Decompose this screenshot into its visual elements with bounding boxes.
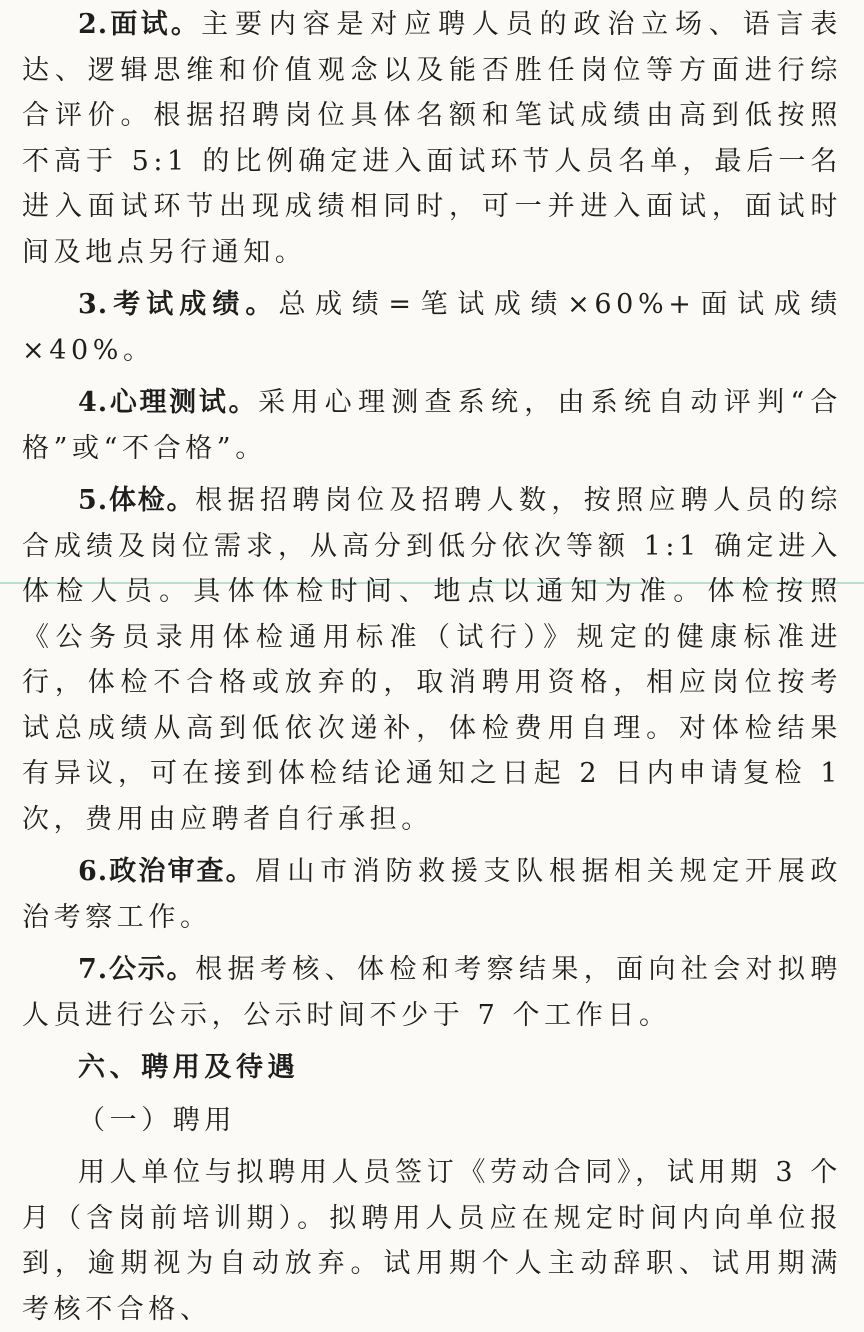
- paragraph-political-review: [0, 849, 864, 940]
- paragraph-text: 主要内容是对应聘人员的政治立场、语言表达、逻辑思维和价值观念以及能否胜任岗位等方面进行综合评价。根据招聘岗位具体名额和笔试成绩由高到低按照不高于 5:1 的比例确定进入面试环节人员名单，最后一名进入面试环节出现成绩相同时，可一并进入面试，面试时间及地点另行通知。: [22, 9, 842, 268]
- paragraph-text: 眉山市消防救援支队根据相关规定开展政治考察工作。: [22, 856, 842, 933]
- paragraph-text: 采用心理测查系统，由系统自动评判“合格”或“不合格”。: [22, 387, 842, 464]
- paragraph-text: 总成绩=笔试成绩×60%+面试成绩×40%。: [22, 289, 842, 366]
- paragraph-text: 根据招聘岗位及招聘人数，按照应聘人员的综合成绩及岗位需求，从高分到低分依次等额 1:1 确定进入体检人员。具体体检时间、地点以通知为准。体检按照《公务员录用体检通用标准（试行）》规定的健康标准进行，体检不合格或放弃的，取消聘用资格，相应岗位按考试总成绩从高到低依次递补，体检费用自理。对体检结果有异议，可在接到体检结论通知之日起 2 日内申请复检 1 次，费用由应聘者自行承担。: [22, 485, 843, 835]
- paragraph-lead: 5.体检。: [78, 485, 196, 516]
- paragraph-lead: 7.公示。: [78, 954, 196, 985]
- paragraph-lead: 4.心理测试。: [78, 387, 259, 418]
- paragraph-text: 根据考核、体检和考察结果，面向社会对拟聘人员进行公示，公示时间不少于 7 个工作日。: [22, 954, 843, 1031]
- sub-heading: （一）聘用: [78, 1104, 236, 1136]
- paragraph-exam-score: [0, 282, 864, 373]
- paragraph-lead: 3.考试成绩。: [78, 289, 279, 320]
- paragraph-lead: 2.面试。: [78, 9, 202, 40]
- paragraph-employment: 用人单位与拟聘用人员签订《劳动合同》，试用期 3 个月（含岗前培训期）。拟聘用人员应在规定时间内向单位报到，逾期视为自动放弃。试用期个人主动辞职、试用期满考核不合格、: [22, 1157, 842, 1325]
- paragraph-lead: 6.政治审查。: [78, 856, 255, 887]
- section-heading: 六、聘用及待遇: [78, 1052, 300, 1083]
- paragraph-psych-test: [0, 380, 864, 471]
- paragraph-physical-exam: [0, 478, 864, 842]
- paragraph-interview: [0, 2, 864, 275]
- paragraph-publicity: [0, 947, 864, 1038]
